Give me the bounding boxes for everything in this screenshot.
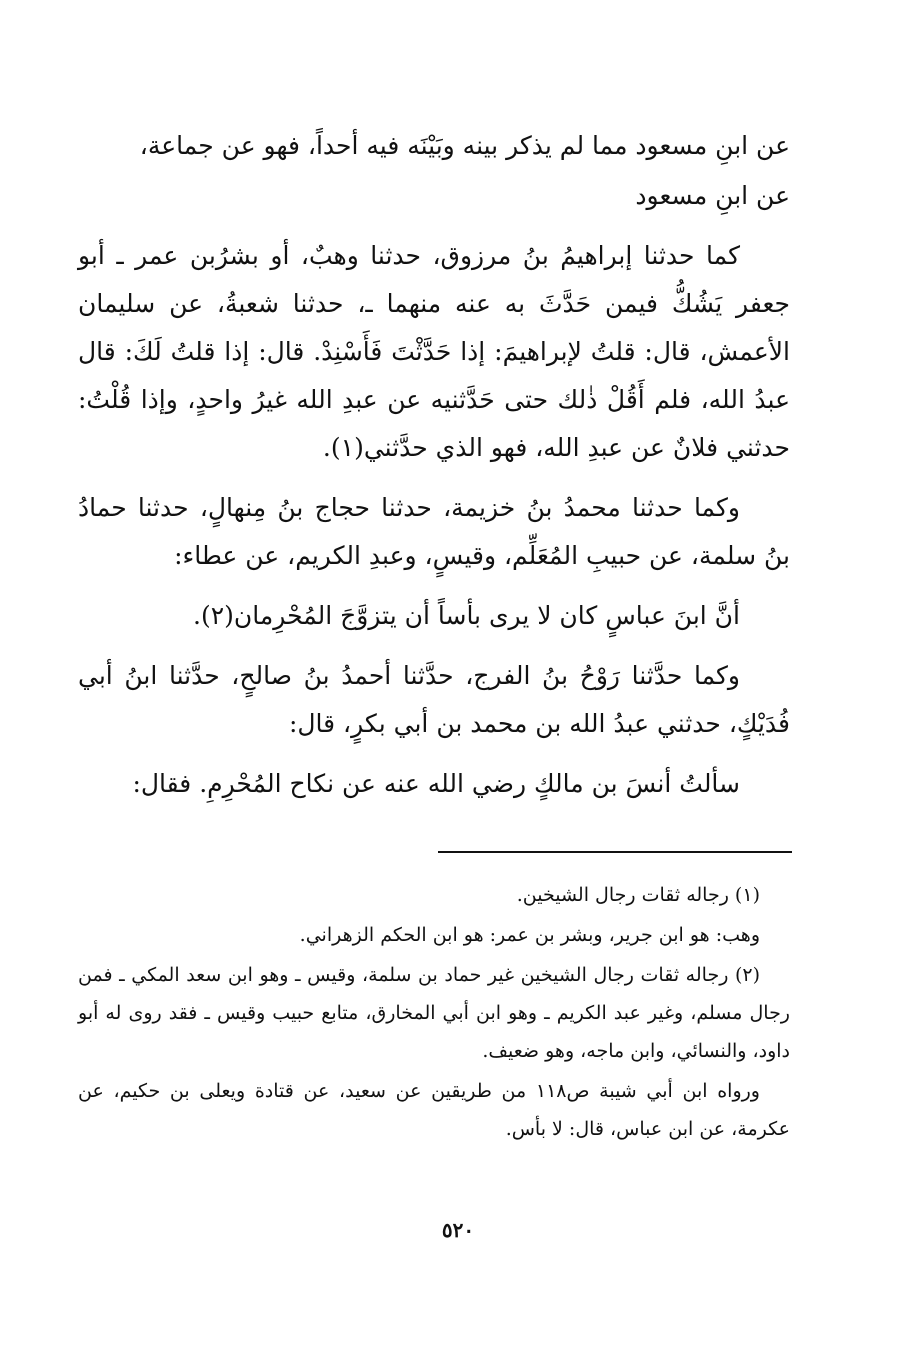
paragraph-2: كما حدثنا إبراهيمُ بنُ مرزوق، حدثنا وهبٌ، أو بشرُبن عمر ـ أبو جعفر يَشُكُّ فيمن حَدَّثَ به عنه منهما ـ، حدثنا شعبةُ، عن سليمان الأعمش، قال: قلتُ لإبراهيمَ: إذا حَدَّثْتَ فَأَسْنِدْ. قال: إذا قلتُ لَكَ: قال عبدُ الله، فلم أَقُلْ ذٰلك حتى حَدَّثنيه عن عبدِ الله غيرُ واحدٍ، وإذا قُلْتُ: حدثني فلانٌ عن عبدِ الله، فهو الذي حدَّثني(١).: [78, 241, 790, 462]
page-number: ٥٢٠: [441, 1218, 475, 1242]
main-text: [78, 122, 790, 820]
footnote-1: (١) رجاله ثقات رجال الشيخين.: [516, 884, 760, 906]
footnote-1-note: وهب: هو ابن جرير، وبشر بن عمر: هو ابن الحكم الزهراني.: [299, 924, 760, 946]
paragraph-5: وكما حدَّثنا رَوْحُ بنُ الفرج، حدَّثنا أحمدُ بنُ صالحٍ، حدَّثنا ابنُ أبي فُدَيْكٍ، حدثني عبدُ الله بن محمد بن أبي بكرٍ، قال:: [78, 661, 790, 738]
footnote-divider: [438, 851, 792, 853]
footnote-2-note: ورواه ابن أبي شيبة ص١١٨ من طريقين عن سعيد، عن قتادة ويعلى بن حكيم، عن عكرمة، عن ابن عباس، قال: لا بأس.: [78, 1080, 790, 1140]
paragraph-3: وكما حدثنا محمدُ بنُ خزيمة، حدثنا حجاج بنُ مِنهالٍ، حدثنا حمادُ بنُ سلمة، عن حبيبِ المُعَلِّم، وقيسٍ، وعبدِ الكريم، عن عطاء:: [78, 493, 790, 570]
paragraph-4: أنَّ ابنَ عباسٍ كان لا يرى بأساً أن يتزوَّجَ المُحْرِمان(٢).: [193, 601, 740, 630]
paragraph-6: سألتُ أنسَ بن مالكٍ رضي الله عنه عن نكاح المُحْرِمِ. فقال:: [132, 769, 740, 798]
footnote-2: (٢) رجاله ثقات رجال الشيخين غير حماد بن سلمة، وقيس ـ وهو ابن سعد المكي ـ فمن رجال مسلم، وغير عبد الكريم ـ وهو ابن أبي المخارق، متابع حبيب وقيس ـ فقد روى له أبو داود، والنسائي، وابن ماجه، وهو ضعيف.: [78, 964, 790, 1062]
paragraph-1: عن ابنِ مسعود مما لم يذكر بينه وبَيْنَه فيه أحداً، فهو عن جماعة،: [139, 131, 790, 160]
footnotes: [78, 876, 790, 1150]
paragraph-1-continuation: عن ابنِ مسعود: [635, 181, 790, 210]
main-body: [78, 122, 790, 808]
